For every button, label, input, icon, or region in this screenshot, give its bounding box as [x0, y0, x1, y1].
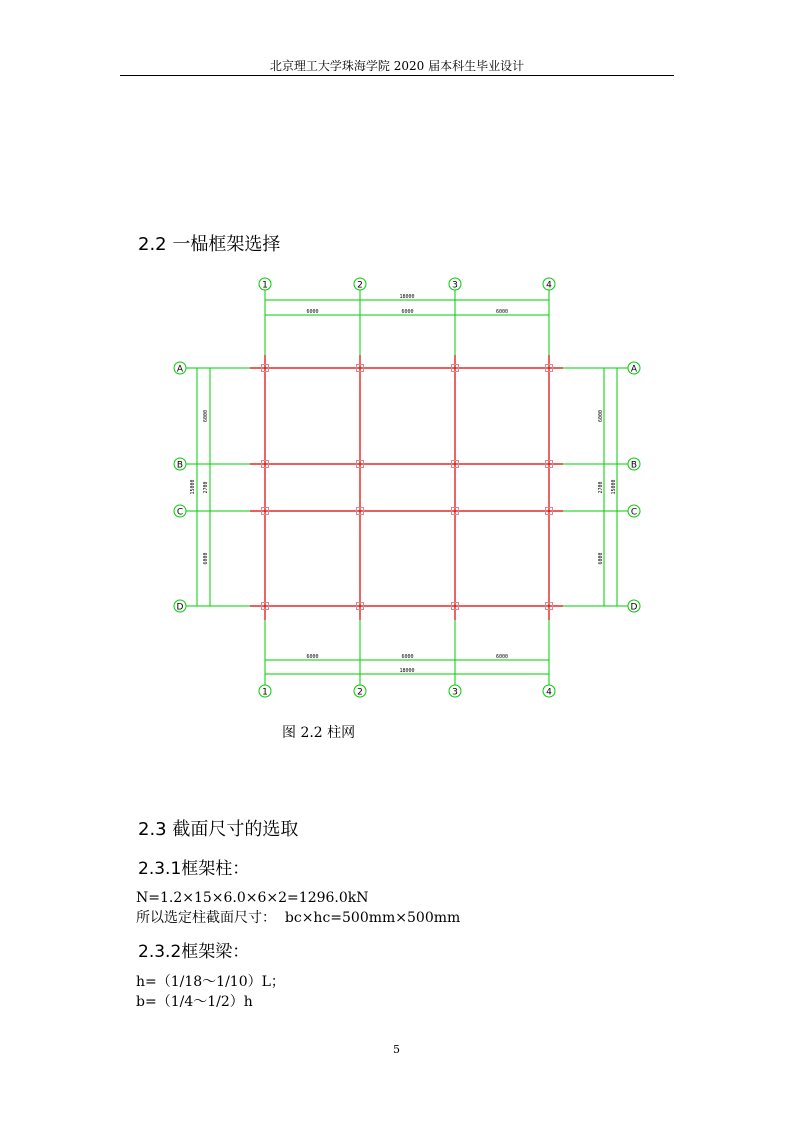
axis-right-C-label: C — [630, 507, 638, 518]
page-number: 5 — [393, 1043, 400, 1056]
beam-height-formula: h=（1/18～1/10）L； — [136, 974, 285, 990]
dim-left-span-2: 2700 — [203, 481, 209, 494]
dim-top-span-1: 6000 — [306, 309, 319, 315]
dim-right-span-2: 2700 — [598, 481, 604, 494]
section-2-2-title: 2.2 一榀框架选择 — [138, 234, 281, 255]
dim-left-span-1: 6000 — [203, 409, 209, 423]
dim-top-total: 18000 — [399, 294, 415, 300]
axis-left-D-label: D — [176, 602, 184, 613]
dim-right-total: 15000 — [611, 479, 617, 495]
axis-left-A-label: A — [176, 364, 184, 375]
section-2-3-title: 2.3 截面尺寸的选取 — [138, 819, 299, 840]
dim-bottom-span-1: 6000 — [306, 654, 319, 660]
dim-left-total: 15000 — [190, 479, 196, 495]
column-load-formula: N=1.2×15×6.0×6×2=1296.0kN — [136, 890, 369, 906]
dim-bottom-span-2: 6000 — [401, 654, 414, 660]
axis-bottom-2-label: 2 — [357, 687, 363, 698]
dim-top-span-2: 6000 — [401, 309, 414, 315]
axis-top-1-label: 1 — [262, 280, 268, 291]
figure-caption: 图 2.2 柱网 — [282, 725, 356, 741]
page-header: 北京理工大学珠海学院 2020 届本科生毕业设计 — [269, 59, 525, 73]
axis-bottom-4-label: 4 — [546, 687, 552, 698]
dim-top-span-3: 6000 — [495, 309, 509, 315]
beam-width-formula: b=（1/4～1/2）h — [136, 994, 253, 1010]
axis-right-A-label: A — [630, 364, 638, 375]
axis-left-C-label: C — [176, 507, 184, 518]
axis-top-2-label: 2 — [357, 280, 363, 291]
subsection-2-3-1-title: 2.3.1框架柱： — [138, 859, 250, 879]
axis-left-B-label: B — [176, 460, 184, 471]
axis-right-D-label: D — [630, 602, 638, 613]
column-section-size: 所以选定柱截面尺寸： bc×hc=500mm×500mm — [136, 910, 461, 926]
axis-top-3-label: 3 — [452, 280, 458, 291]
axis-right-B-label: B — [630, 460, 638, 471]
dim-bottom-span-3: 6000 — [495, 654, 509, 660]
dim-left-span-3: 6000 — [203, 552, 209, 565]
figure-drawing — [174, 278, 640, 698]
axis-bottom-3-label: 3 — [452, 687, 458, 698]
axis-top-4-label: 4 — [546, 280, 552, 291]
axis-bottom-1-label: 1 — [262, 687, 268, 698]
dim-right-span-3: 6000 — [598, 552, 604, 565]
subsection-2-3-2-title: 2.3.2框架梁： — [138, 942, 250, 962]
dim-bottom-total: 18000 — [399, 668, 415, 674]
dim-right-span-1: 6000 — [598, 409, 604, 423]
